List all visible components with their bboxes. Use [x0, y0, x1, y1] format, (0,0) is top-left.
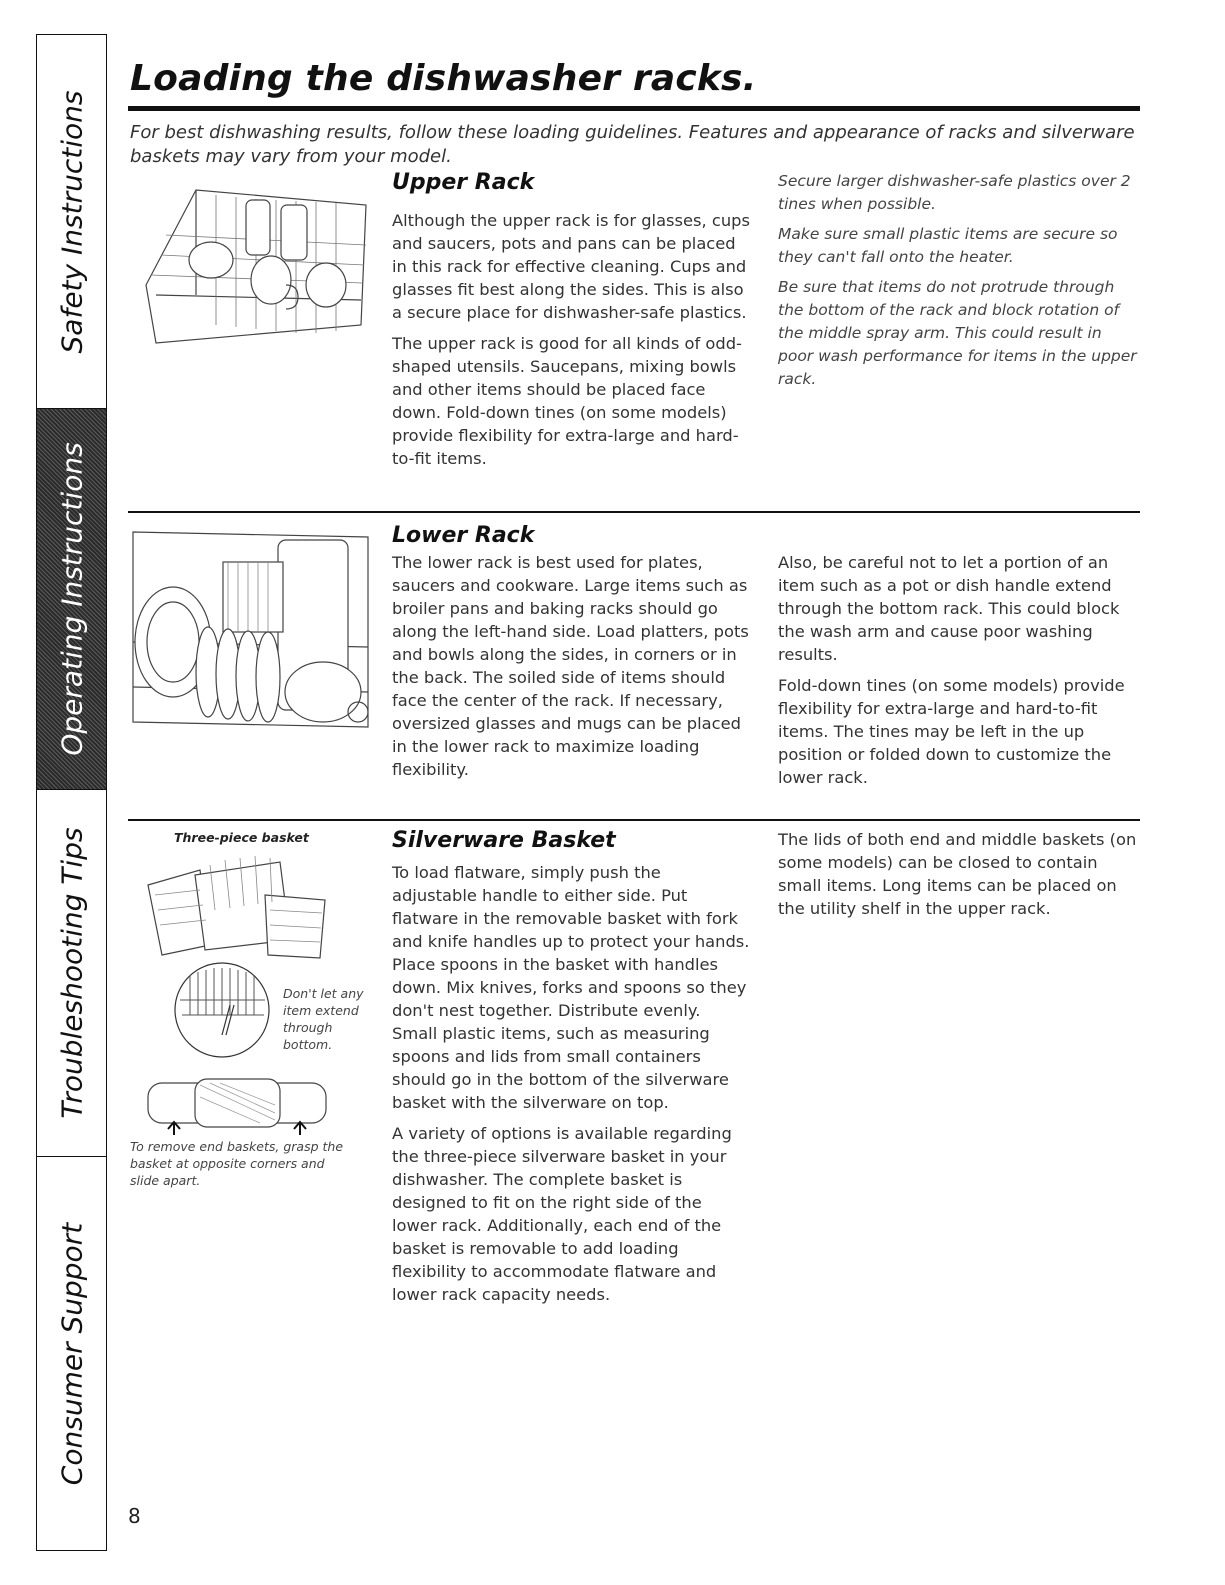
lower-rack-body: The lower rack is best used for plates, saucers and cookware. Large items such as broiler pans and baking racks should go along the left-hand side. Load platters, pots and bowls along the sides, in corners or in the back. The soiled side of items should face the center of the rack. If necessary, oversized glasses and mugs can be placed in the lower rack to maximize loading flexibility. [392, 553, 749, 779]
upper-rack-note: Make sure small plastic items are secure so they can't fall onto the heater. [778, 225, 1118, 266]
silverware-right-text: The lids of both end and middle baskets (on some models) can be closed to contain small items. Long items can be placed on the utility shelf in the upper rack. [778, 830, 1137, 918]
end-basket-caption: To remove end baskets, grasp the basket at opposite corners and slide apart. [130, 1139, 344, 1188]
upper-rack-body [392, 209, 752, 478]
upper-rack-heading: Upper Rack [392, 170, 535, 195]
upper-rack-paragraph: The upper rack is good for all kinds of odd-shaped utensils. Saucepans, mixing bowls and other items should be placed face down. Fold-down tines (on some models) provide flexibility for extra-large and hard-to-fit items. [392, 334, 742, 468]
sidebar-tabs [36, 34, 107, 1550]
page-number: 8 [128, 1504, 141, 1528]
lower-rack-right-paragraph: Also, be careful not to let a portion of an item such as a pot or dish handle extend through the bottom rack. This could block the wash arm and cause poor washing results. [778, 553, 1120, 664]
three-piece-basket-caption: Three-piece basket [174, 830, 309, 845]
upper-rack-note: Secure larger dishwasher-safe plastics over 2 tines when possible. [778, 172, 1131, 213]
silverware-heading: Silverware Basket [392, 828, 616, 853]
end-basket-removal-illustration [140, 1075, 335, 1140]
upper-rack-notes [778, 170, 1140, 398]
silverware-body [392, 861, 750, 1314]
lower-rack-illustration [128, 522, 378, 742]
lower-rack-right-paragraph: Fold-down tines (on some models) provide flexibility for extra-large and hard-to-fit items. The tines may be left in the up position or folded down to customize the lower rack. [778, 676, 1125, 787]
tab-troubleshooting-tips[interactable]: Troubleshooting Tips [36, 789, 107, 1157]
basket-bottom-detail-circle [170, 960, 285, 1060]
tab-consumer-support[interactable]: Consumer Support [36, 1156, 107, 1551]
tab-operating-instructions[interactable]: Operating Instructions [36, 408, 107, 790]
silverware-basket-illustration [140, 850, 350, 965]
upper-rack-paragraph: Although the upper rack is for glasses, cups and saucers, pots and pans can be placed in this rack for effective cleaning. Cups and glasses fit best along the sides. This is also a secure place for dishwasher-safe plastics. [392, 211, 750, 322]
lower-rack-right-text [778, 551, 1140, 797]
upper-rack-note: Be sure that items do not protrude through the bottom of the rack and block rotation of the middle spray arm. This could result in poor wash performance for items in the upper rack. [778, 278, 1137, 388]
silverware-warning-caption: Don't let any item extend through bottom. [283, 986, 364, 1052]
lower-rack-heading: Lower Rack [392, 523, 535, 548]
upper-rack-illustration [136, 175, 376, 350]
section-divider [128, 511, 1140, 513]
section-divider [128, 819, 1140, 821]
title-rule [128, 106, 1140, 111]
tab-safety-instructions[interactable]: Safety Instructions [36, 34, 107, 409]
silverware-paragraph: A variety of options is available regarding the three-piece silverware basket in your dishwasher. The complete basket is designed to fit on the right side of the lower rack. Additionally, each end of the basket is removable to add loading flexibility to accommodate flatware and lower rack capacity needs. [392, 1124, 732, 1304]
page-title: Loading the dishwasher racks. [130, 58, 757, 99]
silverware-paragraph: To load flatware, simply push the adjustable handle to either side. Put flatware in the removable basket with fork and knife handles up to protect your hands. Place spoons in the basket with handles down. Mix knives, forks and spoons so they don't nest together. Distribute evenly. Small plastic items, such as measuring spoons and lids from small containers should go in the bottom of the silverware basket with the silverware on top. [392, 863, 750, 1112]
intro-text: For best dishwashing results, follow these loading guidelines. Features and appearance of racks and silverware baskets may vary from your model. [130, 122, 1135, 167]
